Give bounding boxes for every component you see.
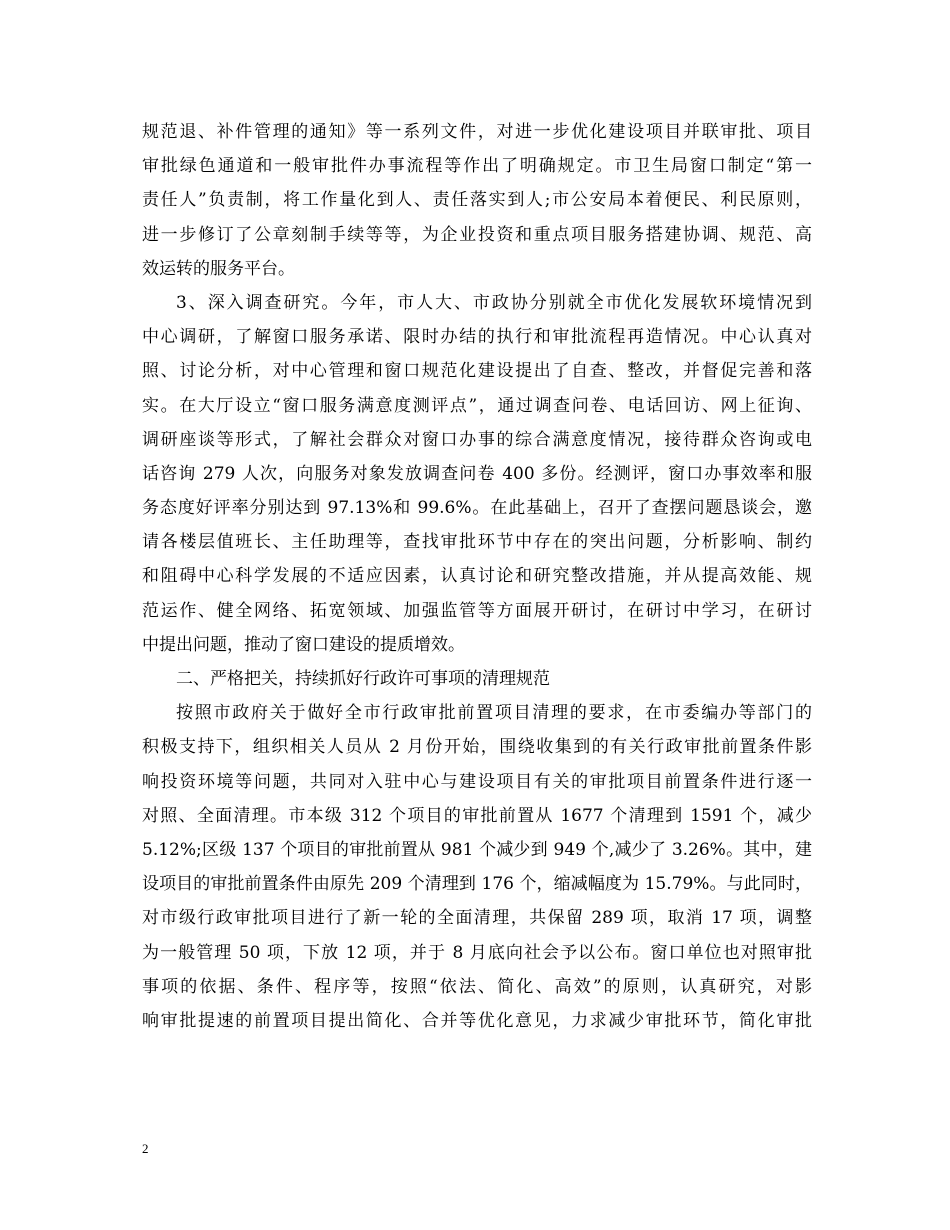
text-line: 按照市政府关于做好全市行政审批前置项目清理的要求，在市委编办等部门的 <box>176 703 812 724</box>
text-line: 请各楼层值班长、主任助理等，查找审批环节中存在的突出问题，分析影响、制约 <box>142 532 812 553</box>
text-line: 责任人”负责制，将工作量化到人、责任落实到人;市公安局本着便民、利民原则， <box>142 190 812 211</box>
text-line: 进一步修订了公章刻制手续等等，为企业投资和重点项目服务搭建协调、规范、高 <box>142 224 812 245</box>
text-line: 照、讨论分析，对中心管理和窗口规范化建设提出了自查、整改，并督促完善和落 <box>142 361 812 382</box>
text-line: 中心调研，了解窗口服务承诺、限时办结的执行和审批流程再造情况。中心认真对 <box>142 327 812 348</box>
text-line: 响投资环境等问题，共同对入驻中心与建设项目有关的审批项目前置条件进行逐一 <box>142 771 812 792</box>
text-line: 规范退、补件管理的通知》等一系列文件，对进一步优化建设项目并联审批、项目 <box>142 122 812 142</box>
document-body <box>142 115 812 1038</box>
text-line: 和阻碍中心科学发展的不适应因素，认真讨论和研究整改措施，并从提高效能、规 <box>142 566 812 587</box>
text-line: 设项目的审批前置条件由原先 209 个清理到 176 个，缩减幅度为 15.79%。与此同时， <box>142 874 812 895</box>
text-line: 调研座谈等形式，了解社会群众对窗口办事的综合满意度情况，接待群众咨询或电 <box>142 429 812 450</box>
text-line: 效运转的服务平台。 <box>142 258 295 279</box>
text-line: 响审批提速的前置项目提出简化、合并等优化意见，力求减少审批环节，简化审批 <box>142 1010 812 1031</box>
text-line: 范运作、健全网络、拓宽领域、加强监管等方面展开研讨，在研讨中学习，在研讨 <box>142 600 812 621</box>
text-line: 二、严格把关，持续抓好行政许可事项的清理规范 <box>176 669 550 689</box>
page-number: 2 <box>142 1141 149 1156</box>
text-line: 实。在大厅设立“窗口服务满意度测评点”，通过调查问卷、电话回访、网上征询、 <box>142 395 812 416</box>
text-line: 对照、全面清理。市本级 312 个项目的审批前置从 1677 个清理到 1591 个，减少 <box>142 805 812 826</box>
text-line: 中提出问题，推动了窗口建设的提质增效。 <box>142 634 465 655</box>
text-line: 为一般管理 50 项，下放 12 项，并于 8 月底向社会予以公布。窗口单位也对照审批 <box>142 942 812 963</box>
text-line: 积极支持下，组织相关人员从 2 月份开始，围绕收集到的有关行政审批前置条件影 <box>142 737 812 758</box>
text-line: 5.12%;区级 137 个项目的审批前置从 981 个减少到 949 个,减少了 3.26%。其中，建 <box>142 839 812 860</box>
text-line: 事项的依据、条件、程序等，按照“依法、简化、高效”的原则，认真研究，对影 <box>142 976 812 997</box>
text-line: 务态度好评率分别达到 97.13%和 99.6%。在此基础上，召开了查摆问题恳谈会，邀 <box>142 498 812 519</box>
text-line: 话咨询 279 人次，向服务对象发放调查问卷 400 多份。经测评，窗口办事效率和服 <box>142 463 812 484</box>
text-line: 3、深入调查研究。今年，市人大、市政协分别就全市优化发展软环境情况到 <box>176 292 812 313</box>
text-line: 审批绿色通道和一般审批件办事流程等作出了明确规定。市卫生局窗口制定“第一 <box>142 156 812 177</box>
text-line: 对市级行政审批项目进行了新一轮的全面清理，共保留 289 项，取消 17 项，调整 <box>142 908 812 929</box>
